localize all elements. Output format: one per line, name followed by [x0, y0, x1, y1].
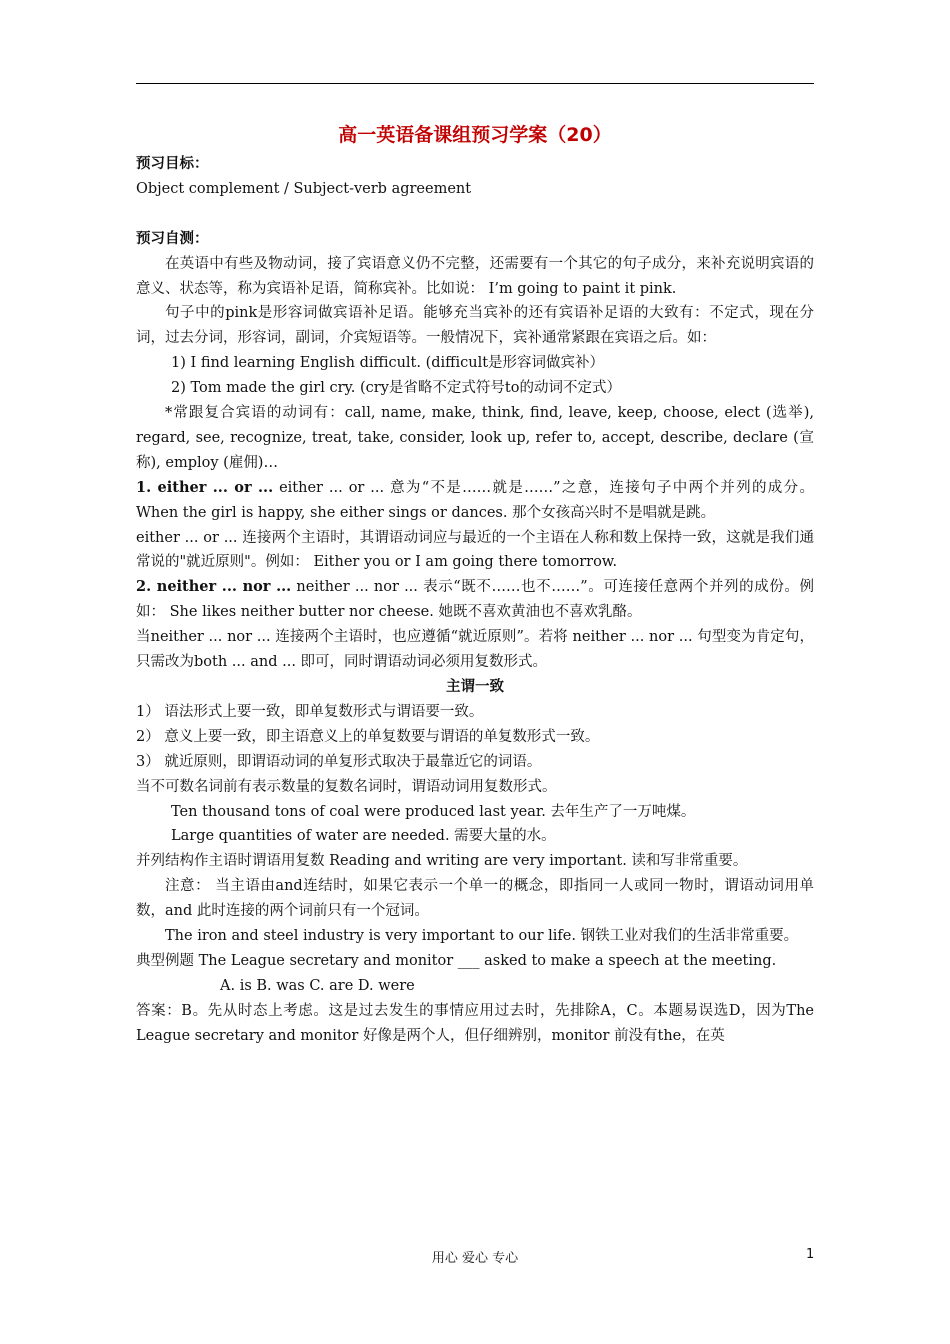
spacer [136, 202, 814, 227]
rule-2: 2） 意义上要一致，即主语意义上的单复数要与谓语的单复数形式一致。 [136, 728, 600, 745]
typical-example: 典型例题 The League secretary and monitor ___ asked to make a speech at the meeting. [136, 952, 777, 969]
uncountable-rule: 当不可数名词前有表示数量的复数名词时，谓语动词用复数形式。 [136, 778, 557, 795]
rule-1: 1） 语法形式上要一致，即单复数形式与谓语要一致。 [136, 703, 484, 720]
item-neither-nor [136, 575, 814, 625]
goal-heading: 预习目标： [136, 156, 209, 172]
goal-text: Object complement / Subject-verb agreement [136, 180, 472, 197]
agreement-heading: 主谓一致 [446, 679, 504, 696]
document-body [136, 120, 814, 1049]
item-either-or-label: 1. either ... or ... [136, 478, 274, 496]
page-number: 1 [806, 1247, 815, 1262]
item-neither-nor-extra: 当neither ... nor ... 连接两个主语时，也应遵循“就近原则”。若将 neither ... nor ... 句型变为肯定句，只需改为both ... and ... 即可，同时谓语动词必须用复数形式。 [136, 629, 814, 671]
example-1: 1) I find learning English difficult. (difficult是形容词做宾补） [171, 355, 605, 372]
example-iron: The iron and steel industry is very important to our life. 钢铁工业对我们的生活非常重要。 [165, 928, 799, 945]
example-2: 2) Tom made the girl cry. (cry是省略不定式符号to的动词不定式） [171, 380, 621, 397]
note-paragraph: 注意： 当主语由and连结时，如果它表示一个单一的概念，即指同一人或同一物时，谓语动词用单数，and 此时连接的两个词前只有一个冠词。 [136, 878, 814, 920]
answer-explanation: 答案：B。先从时态上考虑。这是过去发生的事情应用过去时，先排除A，C。本题易误选D，因为The League secretary and monitor 好像是两个人，但仔细辨别，monitor 前没有the，在英 [136, 1002, 814, 1044]
item-neither-nor-label: 2. neither ... nor ... [136, 578, 292, 596]
paragraph-object-complement: 在英语中有些及物动词，接了宾语意义仍不完整，还需要有一个其它的句子成分，来补充说明宾语的意义、状态等，称为宾语补足语，简称宾补。比如说： I’m going to paint it pink. [136, 255, 814, 297]
item-either-or [136, 476, 814, 526]
verbs-note: *常跟复合宾语的动词有：call, name, make, think, find, leave, keep, choose, elect (选举), regard, see, recognize, treat, take, consider, look up, refer to, accept, describe, declare (宣称), employ (雇佣)… [136, 405, 814, 471]
item-either-or-text: either ... or ... 意为“不是……就是……”之意，连接句子中两个并列的成分。 When the girl is happy, she either sings or dances. 那个女孩高兴时不是唱就是跳。 [136, 479, 814, 521]
rule-3: 3） 就近原则，即谓语动词的单复形式取决于最靠近它的词语。 [136, 753, 542, 770]
header-rule [136, 83, 814, 84]
document-title: 高一英语备课组预习学案（20） [338, 124, 612, 146]
footer-slogan: 用心 爱心 专心 [431, 1251, 519, 1266]
parallel-rule: 并列结构作主语时谓语用复数 Reading and writing are very important. 读和写非常重要。 [136, 853, 748, 870]
item-neither-nor-text: neither ... nor ... 表示“既不……也不……”。可连接任意两个并列的成份。例如： She likes neither butter nor cheese. 她既不喜欢黄油也不喜欢乳酪。 [136, 579, 814, 621]
item-either-or-extra: either ... or ... 连接两个主语时，其谓语动词应与最近的一个主语在人称和数上保持一致，这就是我们通常说的"就近原则"。例如： Either you or I am going there tomorrow. [136, 529, 814, 571]
example-coal: Ten thousand tons of coal were produced last year. 去年生产了一万吨煤。 [171, 803, 696, 820]
answer-options: A. is B. was C. are D. were [220, 977, 415, 994]
paragraph-complement-types: 句子中的pink是形容词做宾语补足语。能够充当宾补的还有宾语补足语的大致有：不定式，现在分词，过去分词，形容词，副词，介宾短语等。一般情况下，宾补通常紧跟在宾语之后。如： [136, 305, 814, 347]
selftest-heading: 预习自测： [136, 230, 209, 247]
example-water: Large quantities of water are needed. 需要大量的水。 [171, 828, 556, 845]
